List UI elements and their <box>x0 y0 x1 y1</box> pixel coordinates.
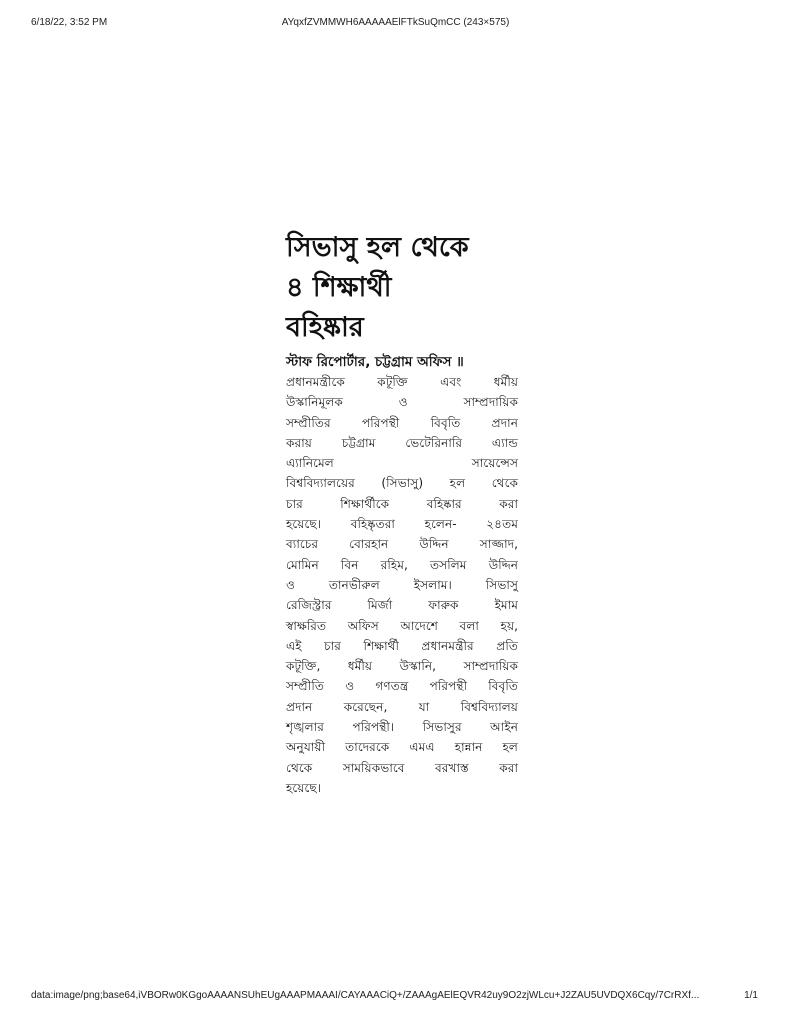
headline-line: ৪ শিক্ষার্থী <box>286 272 392 303</box>
byline: স্টাফ রিপোর্টার, চট্টগ্রাম অফিস ॥ <box>286 354 464 370</box>
body-line: সম্প্রীতি ও গণতন্ত্র পরিপন্থী বিবৃতি <box>286 679 518 694</box>
headline-line: সিভাসু হল থেকে <box>286 232 469 263</box>
print-page-title: AYqxfZVMMWH6AAAAAElFTkSuQmCC (243×575) <box>281 17 510 28</box>
body-line: থেকে সাময়িকভাবে বরখাস্ত করা <box>286 760 518 775</box>
body-line: ও তানভীরুল ইসলাম। সিভাসু <box>286 577 518 592</box>
body-line: শৃঙ্খলার পরিপন্থী। সিভাসুর আইন <box>286 720 518 735</box>
print-date: 6/18/22, 3:52 PM <box>31 17 108 28</box>
body-line: সম্প্রীতির পরিপন্থী বিবৃতি প্রদান <box>286 415 518 430</box>
print-page-number: 1/1 <box>744 990 758 1001</box>
body-line: প্রধানমন্ত্রীকে কটূক্তি এবং ধর্মীয় <box>286 375 518 389</box>
print-source-url: data:image/png;base64,iVBORw0KGgoAAAANSUhEUgAAAPMAAAI/CAYAAACiQ+/ZAAAgAElEQVR42uy9O2zjWLcu+J2ZAU5UVDQX6Cqy/7CrRXf... <box>31 990 700 1001</box>
body-line: এই চার শিক্ষার্থী প্রধানমন্ত্রীর প্রতি <box>286 638 518 653</box>
body-line: প্রদান করেছেন, যা বিশ্ববিদ্যালয় <box>286 699 518 714</box>
body-line: এ্যানিমেল সায়েন্সেস <box>286 456 518 471</box>
body-line: মোমিন বিন রহিম, তসলিম উদ্দিন <box>286 557 518 572</box>
body-line: কটূক্তি, ধর্মীয় উস্কানি, সাম্প্রদায়িক <box>286 659 518 674</box>
body-line: রেজিস্ট্রার মির্জা ফারুক ইমাম <box>286 598 518 613</box>
body-line: উস্কানিমূলক ও সাম্প্রদায়িক <box>286 395 518 410</box>
article-body <box>286 372 518 798</box>
headline-line: বহিষ্কার <box>286 312 364 343</box>
body-line: করায় চট্টগ্রাম ভেটেরিনারি এ্যান্ড <box>286 435 518 450</box>
newspaper-clipping <box>286 228 518 798</box>
body-line: ব্যাচের বোরহান উদ্দিন সাজ্জাদ, <box>286 537 518 552</box>
headline <box>286 228 518 348</box>
body-line: হয়েছে। <box>286 780 322 795</box>
body-line: হয়েছে। বহিষ্কৃতরা হলেন- ২৪তম <box>286 517 518 532</box>
body-line: অনুযায়ী তাদেরকে এমএ হান্নান হল <box>286 740 518 755</box>
body-line: চার শিক্ষার্থীকে বহিষ্কার করা <box>286 496 518 511</box>
body-line: স্বাক্ষরিত অফিস আদেশে বলা হয়, <box>286 618 518 633</box>
body-line: বিশ্ববিদ্যালয়ের (সিভাসু) হল থেকে <box>286 476 518 491</box>
